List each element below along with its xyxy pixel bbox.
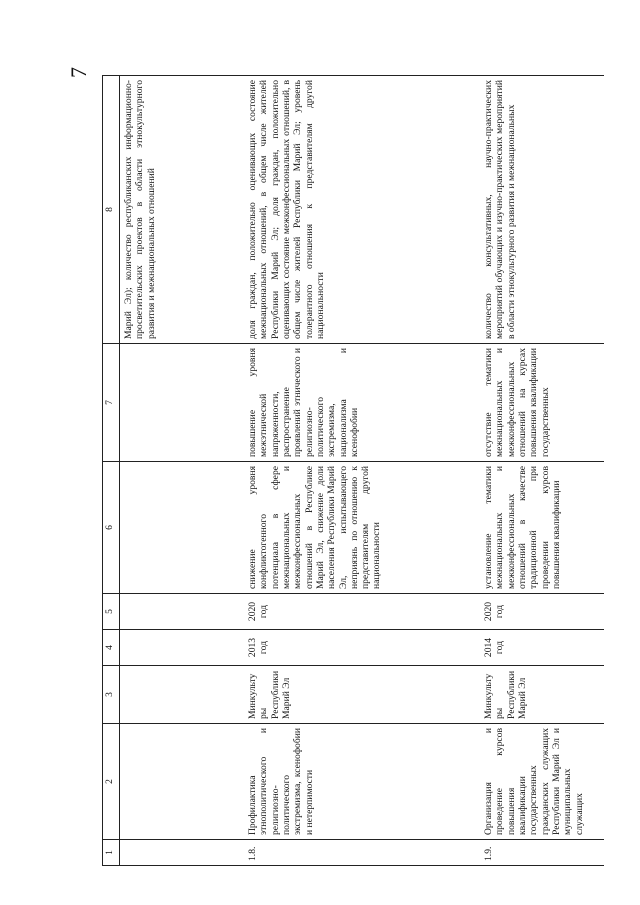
table-row: [480, 76, 604, 866]
program-table: [102, 75, 604, 866]
start-cell: 2014 год: [480, 630, 604, 666]
rotated-table-wrapper: [102, 76, 622, 866]
header-cell: 8: [103, 76, 120, 344]
header-cell: 4: [103, 630, 120, 666]
start-cell: [120, 630, 245, 666]
result-cell: установление тематики межнациональных и межконфессиональных отношений в качестве традиционной при проведении курсов повышения квалификации: [480, 462, 604, 594]
event-cell: Профилактика этнополитического и религиозно-политического экстремизма, ксенофобии и нетерпимости: [244, 724, 480, 840]
header-cell: 1: [103, 840, 120, 866]
header-cell: 6: [103, 462, 120, 594]
consequence-cell: отсутствие тематики межнациональных и межконфессиональных отношений на курсах повышения квалификации государственных: [480, 344, 604, 462]
event-cell: Организация и проведение курсов повышения квалификации государственных гражданских служащих Республики Марий Эл и муниципальных служащих: [480, 724, 604, 840]
executor-cell: [120, 666, 245, 724]
table-row: [244, 76, 480, 866]
header-row: [103, 76, 120, 866]
end-cell: [120, 594, 245, 630]
indicator-cell: доля граждан, положительно оценивающих состояние межнациональных отношений, в общем числе жителей Республики Марий Эл; доля граждан, положительно оценивающих состояние межконфессиональных отношений, в общем числе жителей Республики Марий Эл; уровень толерантного отношения к представителям другой национальности: [244, 76, 480, 344]
header-cell: 3: [103, 666, 120, 724]
indicator-cell: количество консультативных, научно-практических мероприятий обучающих и изучно-практических мероприятий в области этнокультурного развития и межнациональных: [480, 76, 604, 344]
executor-cell: Минкультуры Республики Марий Эл: [244, 666, 480, 724]
row-number: 1.9.: [480, 840, 604, 866]
indicator-cell: Марий Эл); количество республиканских информационно-просветительских проектов в области этнокультурного развития и межнациональных отношений: [120, 76, 245, 344]
result-cell: снижение уровня конфликтогенного потенциала в сфере межнациональных и межконфессиональных отношений в Республике Марий Эл, снижение доли населения Республики Марий Эл, испытывающего неприязнь по отношению к представителям другой национальности: [244, 462, 480, 594]
header-cell: 5: [103, 594, 120, 630]
page-number: 7: [66, 67, 91, 78]
end-cell: 2020 год: [480, 594, 604, 630]
result-cell: [120, 462, 245, 594]
event-cell: [120, 724, 245, 840]
table-row: [120, 76, 245, 866]
row-number: 1.8.: [244, 840, 480, 866]
start-cell: 2013 год: [244, 630, 480, 666]
executor-cell: Минкультуры Республики Марий Эл: [480, 666, 604, 724]
row-number: [120, 840, 245, 866]
header-cell: 7: [103, 344, 120, 462]
consequence-cell: повышение уровня межэтнической напряженности, распространение проявлений этнического и религиозно-политического экстремизма, национализма и ксенофобии: [244, 344, 480, 462]
consequence-cell: [120, 344, 245, 462]
end-cell: 2020 год: [244, 594, 480, 630]
header-cell: 2: [103, 724, 120, 840]
